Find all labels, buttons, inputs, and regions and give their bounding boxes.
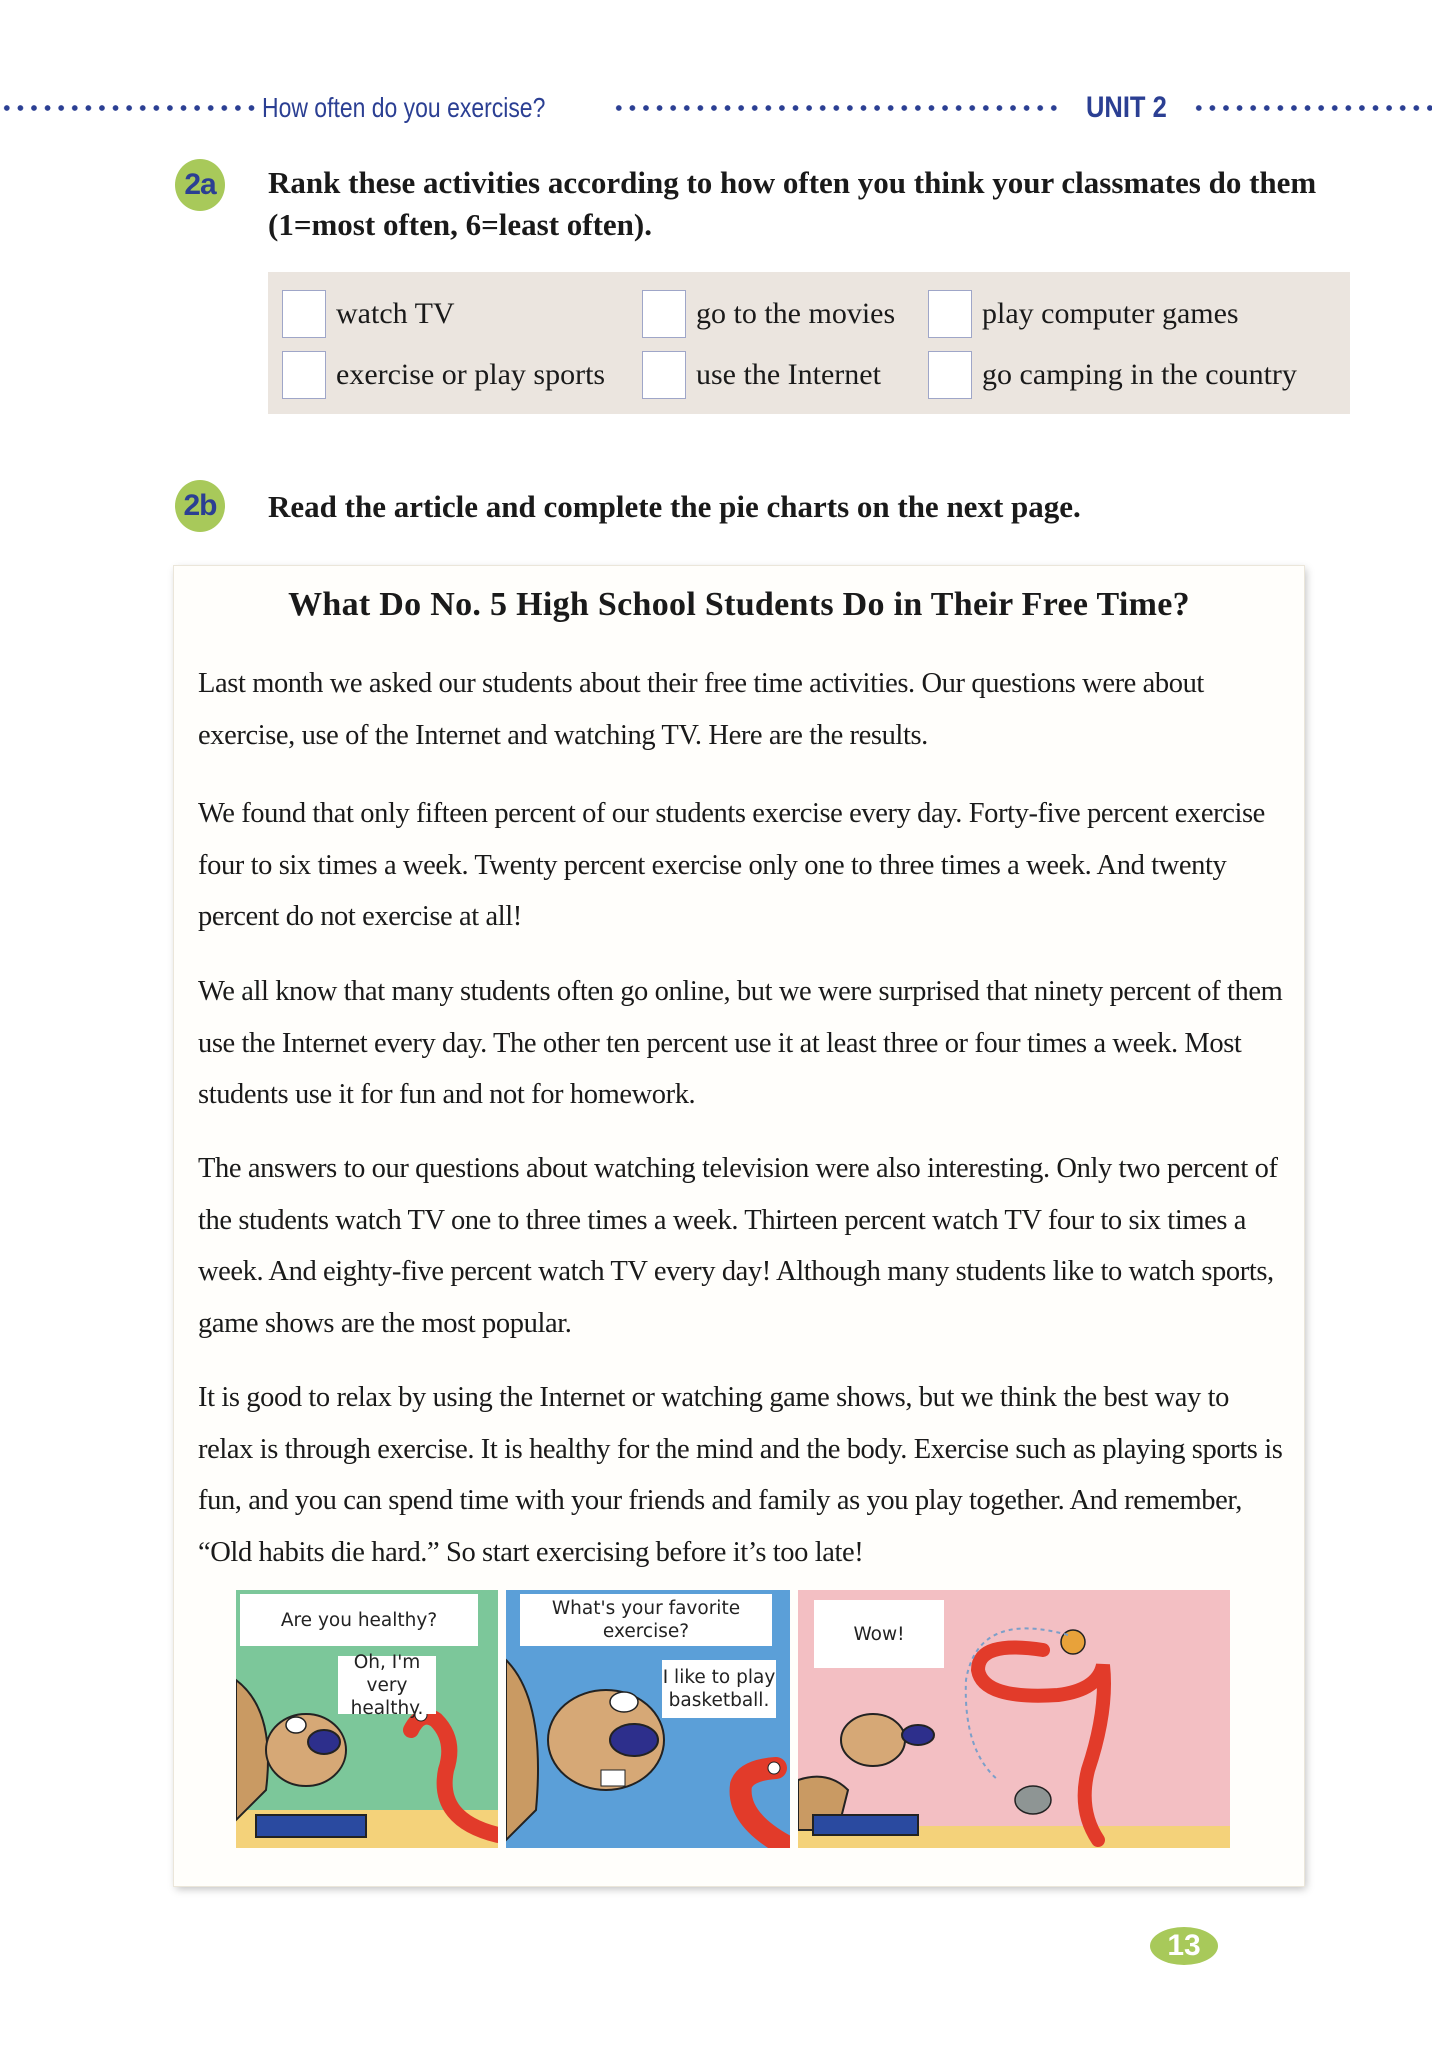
activity-item — [642, 349, 881, 401]
article-paragraph: We found that only fifteen percent of our students exercise every day. Forty-five percent exercise four to six times a week. Twenty percent exercise only one to three times a week. And twenty percent do not exercise at all! — [198, 798, 1265, 932]
rank-checkbox[interactable] — [928, 351, 972, 399]
speech-bubble: Are you healthy? — [240, 1594, 478, 1646]
page-number: 13 — [1150, 1927, 1218, 1965]
rank-checkbox[interactable] — [642, 290, 686, 338]
speech-bubble: Wow! — [814, 1600, 944, 1668]
activity-ranking-box — [268, 272, 1350, 414]
instruction-2b: Read the article and complete the pie charts on the next page. — [268, 489, 1081, 524]
speech-bubble: I like to play basketball. — [662, 1660, 776, 1718]
comic-panel-3 — [798, 1590, 1230, 1848]
activity-item — [282, 288, 455, 340]
dotted-rule-right — [1192, 104, 1432, 112]
section-badge-2b: 2b — [175, 480, 225, 532]
lesson-title: How often do you exercise? — [262, 92, 546, 123]
activity-item — [928, 349, 1297, 401]
rank-checkbox[interactable] — [282, 351, 326, 399]
comic-panel-2 — [506, 1590, 790, 1848]
activity-label: go to the movies — [696, 297, 896, 330]
article-paragraph: The answers to our questions about watching television were also interesting. Only two percent of the students watch TV one to three times a week. Thirteen percent watch TV four to six times a week. And eighty-five percent watch TV every day! Although many students like to watch sports, game shows are the most popular. — [198, 1153, 1278, 1339]
activity-label: watch TV — [336, 297, 455, 330]
rank-checkbox[interactable] — [642, 351, 686, 399]
section-badge-2a: 2a — [175, 159, 225, 211]
dotted-rule-middle — [612, 104, 1064, 112]
activity-label: use the Internet — [696, 358, 881, 391]
speech-bubble: Oh, I'm very healthy. — [338, 1656, 436, 1714]
activity-item — [282, 349, 605, 401]
rank-checkbox[interactable] — [282, 290, 326, 338]
article-title: What Do No. 5 High School Students Do in Their Free Time? — [288, 586, 1190, 623]
speech-bubble: What's your favorite exercise? — [520, 1594, 772, 1646]
activity-label: play computer games — [982, 297, 1239, 330]
activity-label: go camping in the country — [982, 358, 1297, 391]
article-paragraph: Last month we asked our students about their free time activities. Our questions were about exercise, use of the Internet and watching TV. Here are the results. — [198, 668, 1204, 751]
activity-item — [642, 288, 895, 340]
article-card — [174, 566, 1304, 1886]
rank-checkbox[interactable] — [928, 290, 972, 338]
activity-item — [928, 288, 1239, 340]
running-header — [0, 88, 1434, 128]
activity-label: exercise or play sports — [336, 358, 606, 391]
unit-label: UNIT 2 — [1086, 91, 1167, 124]
comic-panel-1 — [236, 1590, 498, 1848]
dotted-rule-left — [0, 104, 260, 112]
instruction-2a: Rank these activities according to how often you think your classmates do them (1=most often, 6=least often). — [268, 165, 1317, 242]
article-paragraph: We all know that many students often go online, but we were surprised that ninety percent of them use the Internet every day. The other ten percent use it at least three or four times a week. Most students use it for fun and not for homework. — [198, 976, 1283, 1110]
article-paragraph: It is good to relax by using the Internet or watching game shows, but we think the best way to relax is through exercise. It is healthy for the mind and the body. Exercise such as playing sports is fun, and you can spend time with your friends and family as you play together. And remember, “Old habits die hard.” So start exercising before it’s too late! — [198, 1382, 1283, 1568]
